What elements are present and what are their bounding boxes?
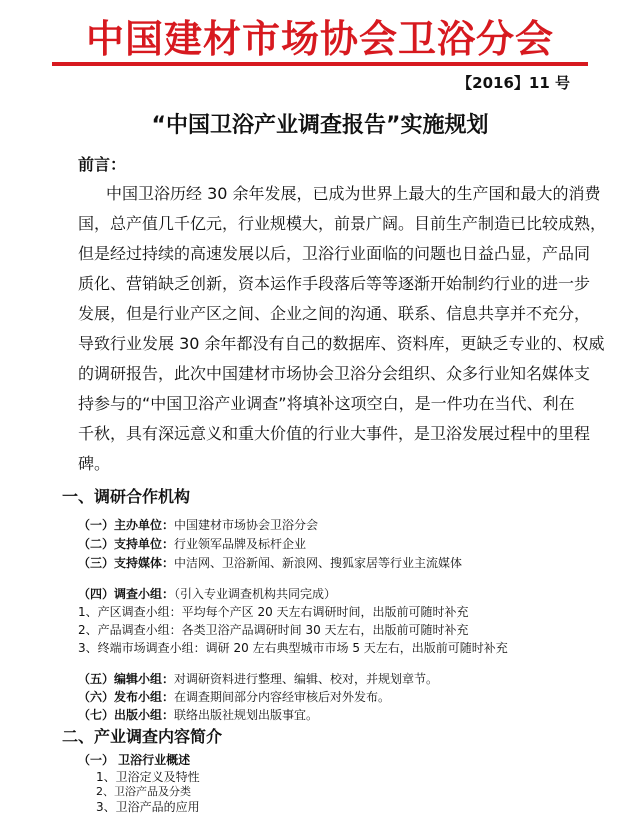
group-item (78, 670, 438, 687)
group-item (78, 688, 390, 705)
org-title: 中国建材市场协会卫浴分会 (85, 17, 554, 61)
outline-item: 3、卫浴产品的应用 (96, 800, 200, 814)
subsection-heading: （一） 卫浴行业概述 (78, 753, 191, 767)
section-heading: 二、产业调查内容简介 (62, 727, 223, 746)
doc-title: “中国卫浴产业调查报告”实施规划 (151, 113, 489, 138)
survey-group-heading (78, 585, 336, 602)
preface-line: 千秋，具有深远意义和重大价值的行业大事件，是卫浴发展过程中的里程 (78, 424, 591, 443)
section-heading: 一、调研合作机构 (62, 487, 191, 506)
survey-group-value: （引入专业调查机构共同完成） (174, 587, 337, 601)
preface-line: 国，总产值几千亿元，行业规模大，前景广阔。目前生产制造已比较成熟， (78, 214, 607, 233)
preface-line: 中国卫浴历经 30 余年发展，已成为世界上最大的生产国和最大的消费 (106, 184, 601, 203)
preface-line: 质化、营销缺乏创新，资本运作手段落后等等逐渐开始制约行业的进一步 (78, 274, 591, 293)
preface-line: 但是经过持续的高速发展以后，卫浴行业面临的问题也日益凸显，产品同 (78, 244, 591, 263)
group-item-label: （六）发布小组： (78, 690, 175, 704)
survey-subgroup: 1、产区调查小组：平均每个产区 20 天左右调研时间，出版前可随时补充 (78, 605, 469, 619)
org-item-value: 中国建材市场协会卫浴分会 (174, 518, 319, 532)
org-item (78, 554, 462, 571)
preface-line: 的调研报告，此次中国建材市场协会卫浴分会组织、众多行业知名媒体支 (78, 364, 591, 383)
org-item-value: 中洁网、卫浴新闻、新浪网、搜狐家居等行业主流媒体 (174, 556, 463, 570)
group-item-label: （五）编辑小组： (78, 672, 175, 686)
survey-subgroup: 3、终端市场调查小组：调研 20 左右典型城市市场 5 天左右，出版前可随时补充 (78, 641, 508, 655)
survey-subgroup: 2、产品调查小组：各类卫浴产品调研时间 30 天左右，出版前可随时补充 (78, 623, 469, 637)
org-item (78, 516, 318, 533)
org-item-label: （三）支持媒体： (78, 556, 175, 570)
org-item (78, 535, 306, 552)
preface-label: 前言： (78, 155, 127, 174)
header-red-rule (52, 62, 588, 66)
group-item-label: （七）出版小组： (78, 708, 175, 722)
org-item-label: （一）主办单位： (78, 518, 175, 532)
org-item-value: 行业领军品牌及标杆企业 (174, 537, 307, 551)
group-item-value: 对调研资料进行整理、编辑、校对，并规划章节。 (174, 672, 439, 686)
group-item-value: 在调查期间部分内容经审核后对外发布。 (174, 690, 391, 704)
outline-item: 1、卫浴定义及特性 (96, 770, 200, 784)
survey-group-label: （四）调查小组： (78, 587, 175, 601)
group-item-value: 联络出版社规划出版事宜。 (174, 708, 319, 722)
outline-item: 2、卫浴产品及分类 (96, 785, 191, 798)
preface-line: 持参与的“中国卫浴产业调查”将填补这项空白，是一件功在当代、利在 (78, 394, 575, 413)
org-item-label: （二）支持单位： (78, 537, 175, 551)
doc-number: 【2016】11 号 (457, 74, 570, 92)
preface-line: 碑。 (78, 454, 111, 473)
preface-line: 导致行业发展 30 余年都没有自己的数据库、资料库，更缺乏专业的、权威 (78, 334, 605, 353)
group-item (78, 706, 318, 723)
preface-line: 发展，但是行业产区之间、企业之间的沟通、联系、信息共享并不充分， (78, 304, 591, 323)
